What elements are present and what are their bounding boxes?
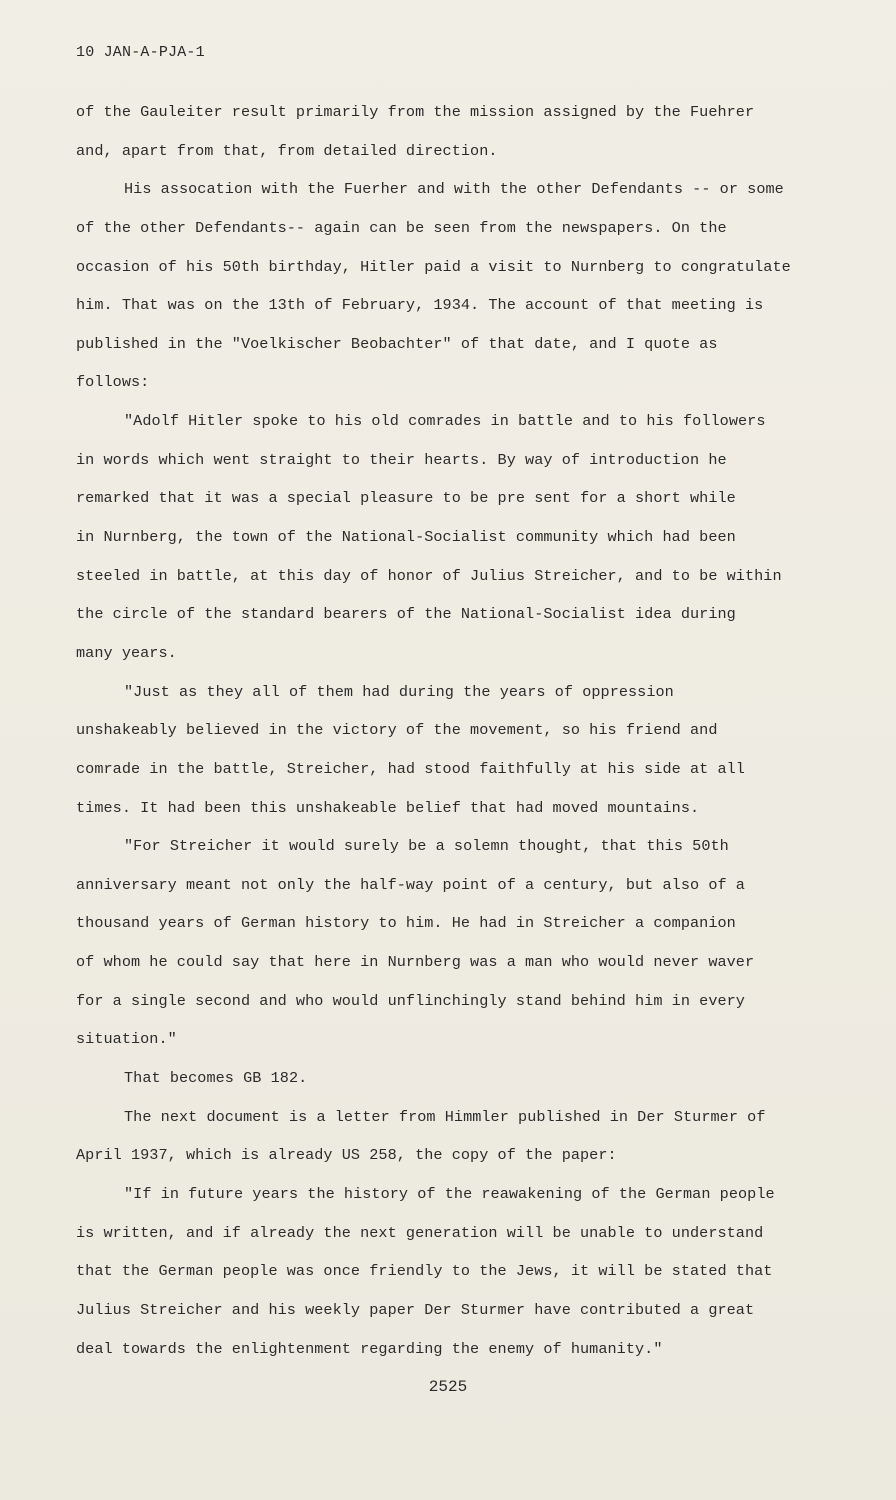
text-line: times. It had been this unshakeable belief that had moved mountains.	[76, 798, 700, 817]
page-number: 2525	[428, 1378, 468, 1396]
text-line: of the Gauleiter result primarily from the mission assigned by the Fuehrer	[76, 103, 755, 121]
document-reference: 10 JAN-A-PJA-1	[76, 44, 205, 61]
text-line: The next document is a letter from Himmler published in Der Sturmer of	[124, 1107, 766, 1126]
text-line: for a single second and who would unflinchingly stand behind him in every	[76, 991, 745, 1010]
text-line: situation."	[76, 1030, 177, 1049]
text-line: follows:	[76, 373, 150, 392]
text-line: comrade in the battle, Streicher, had stood faithfully at his side at all	[76, 759, 745, 778]
text-line: April 1937, which is already US 258, the copy of the paper:	[76, 1146, 617, 1165]
text-line: in words which went straight to their hearts. By way of introduction he	[76, 450, 727, 469]
text-line: thousand years of German history to him. He had in Streicher a companion	[76, 914, 736, 933]
text-line: is written, and if already the next generation will be unable to understand	[76, 1223, 764, 1242]
text-line: "Adolf Hitler spoke to his old comrades in battle and to his followers	[124, 412, 766, 431]
text-line: deal towards the enlightenment regarding the enemy of humanity."	[76, 1339, 663, 1358]
text-line: occasion of his 50th birthday, Hitler paid a visit to Nurnberg to congratulate	[76, 257, 791, 276]
text-line: unshakeably believed in the victory of the movement, so his friend and	[76, 721, 718, 740]
text-line: steeled in battle, at this day of honor of Julius Streicher, and to be within	[76, 566, 782, 585]
text-line: "If in future years the history of the reawakening of the German people	[124, 1184, 775, 1203]
text-line: many years.	[76, 643, 177, 662]
text-line: that the German people was once friendly to the Jews, it will be stated that	[76, 1262, 773, 1281]
text-line: the circle of the standard bearers of the National-Socialist idea during	[76, 605, 736, 624]
text-line: remarked that it was a special pleasure to be pre sent for a short while	[76, 489, 736, 508]
text-line: in Nurnberg, the town of the National-Socialist community which had been	[76, 528, 736, 547]
text-line: him. That was on the 13th of February, 1934. The account of that meeting is	[76, 296, 764, 315]
text-line: That becomes GB 182.	[124, 1069, 308, 1088]
text-line: and, apart from that, from detailed direction.	[76, 141, 498, 160]
text-line: anniversary meant not only the half-way point of a century, but also of a	[76, 875, 745, 894]
text-line: "Just as they all of them had during the years of oppression	[124, 682, 674, 701]
text-line: His assocation with the Fuerher and with the other Defendants -- or some	[124, 180, 784, 199]
document-body	[76, 98, 836, 1373]
text-line: of the other Defendants-- again can be seen from the newspapers. On the	[76, 218, 727, 237]
text-line: of whom he could say that here in Nurnberg was a man who would never waver	[76, 953, 755, 972]
text-line: published in the "Voelkischer Beobachter" of that date, and I quote as	[76, 334, 718, 353]
text-line: "For Streicher it would surely be a solemn thought, that this 50th	[124, 837, 729, 856]
text-line: Julius Streicher and his weekly paper Der Sturmer have contributed a great	[76, 1300, 755, 1319]
